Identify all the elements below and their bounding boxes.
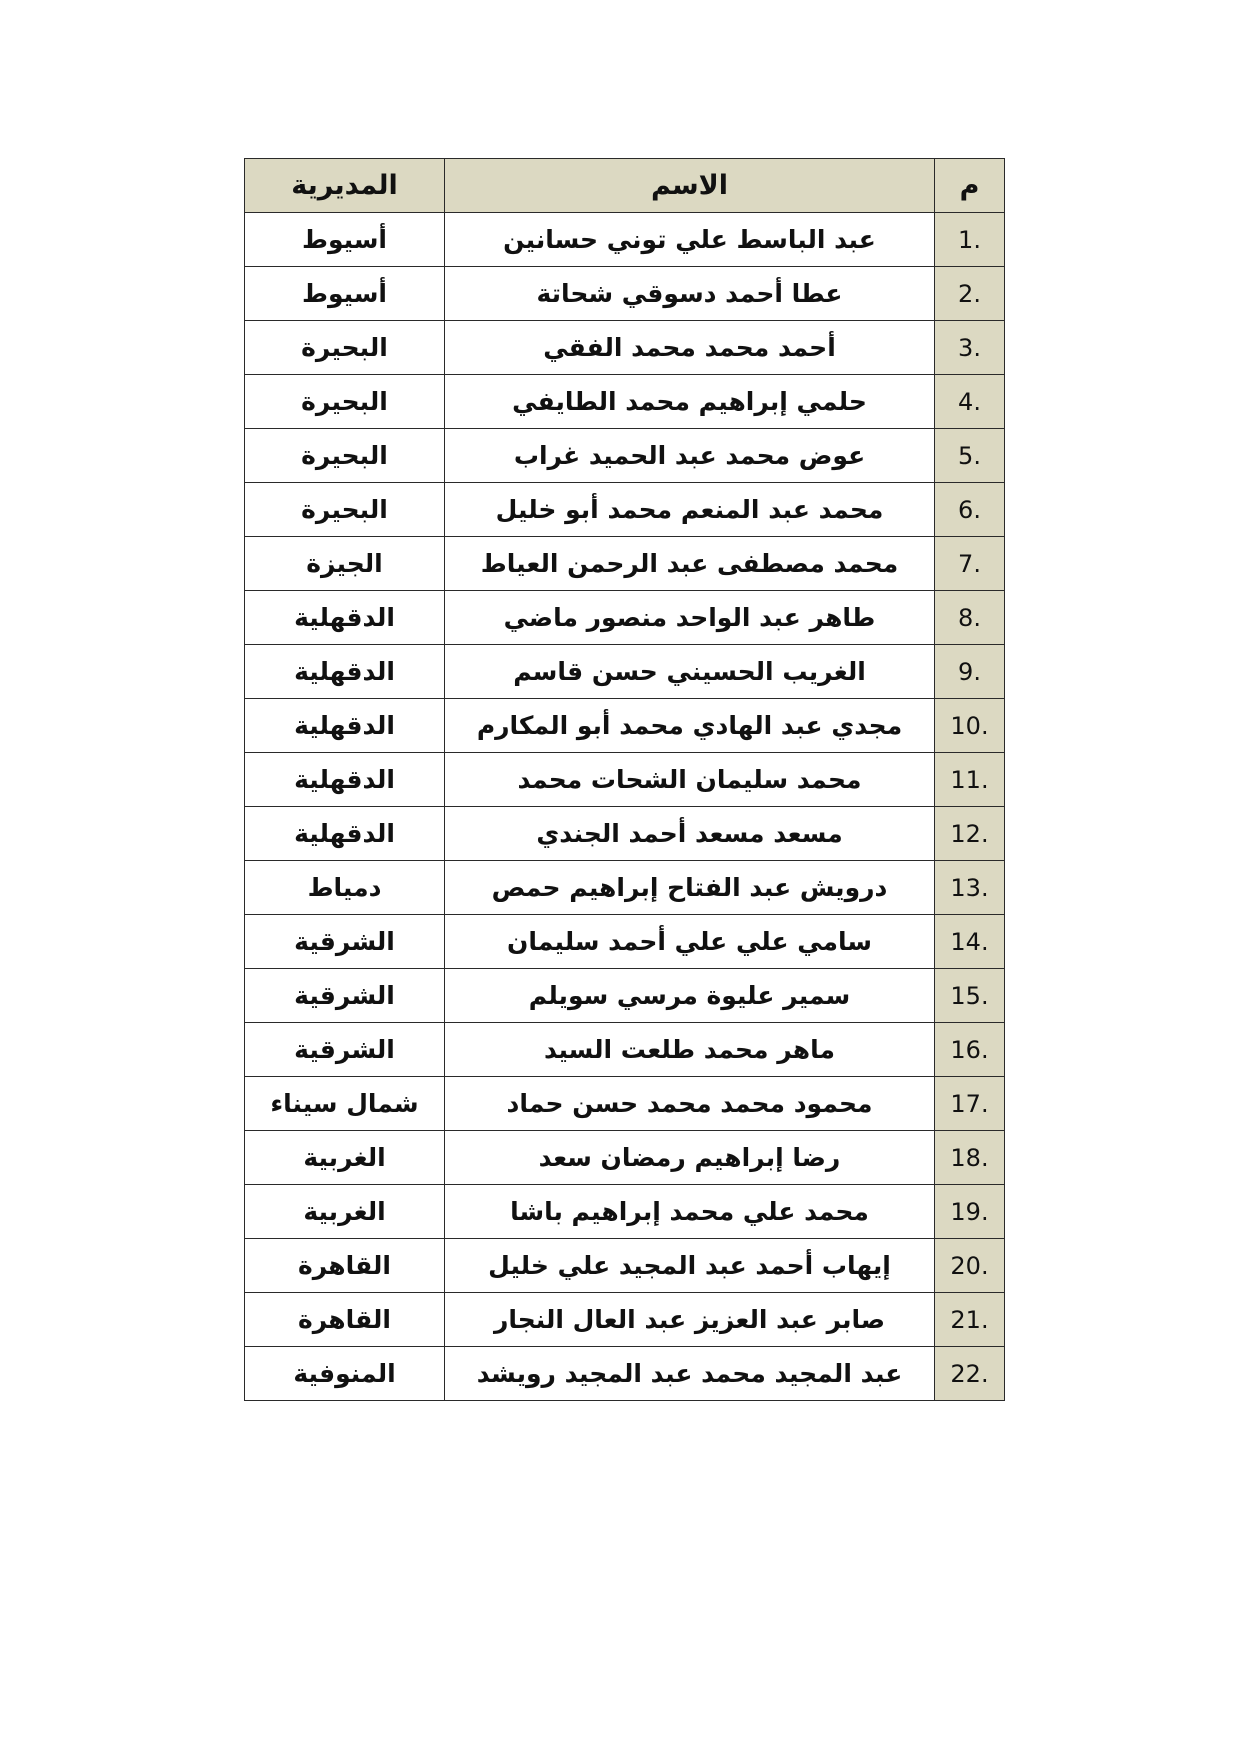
row-directorate: الدقهلية bbox=[245, 699, 445, 753]
header-num: م bbox=[935, 159, 1005, 213]
row-name: عطا أحمد دسوقي شحاتة bbox=[445, 267, 935, 321]
row-name: محمد علي محمد إبراهيم باشا bbox=[445, 1185, 935, 1239]
header-row bbox=[245, 159, 1005, 213]
table-row bbox=[245, 645, 1005, 699]
row-number: 16. bbox=[935, 1023, 1005, 1077]
row-name: رضا إبراهيم رمضان سعد bbox=[445, 1131, 935, 1185]
row-number: 14. bbox=[935, 915, 1005, 969]
row-directorate: الشرقية bbox=[245, 1023, 445, 1077]
table-header bbox=[245, 159, 1005, 213]
table-row bbox=[245, 807, 1005, 861]
table-row bbox=[245, 1293, 1005, 1347]
row-name: عوض محمد عبد الحميد غراب bbox=[445, 429, 935, 483]
row-directorate: الشرقية bbox=[245, 969, 445, 1023]
row-number: 22. bbox=[935, 1347, 1005, 1401]
row-directorate: القاهرة bbox=[245, 1239, 445, 1293]
table-row bbox=[245, 429, 1005, 483]
table-row bbox=[245, 1347, 1005, 1401]
table-row bbox=[245, 213, 1005, 267]
row-name: سمير عليوة مرسي سويلم bbox=[445, 969, 935, 1023]
row-directorate: الدقهلية bbox=[245, 645, 445, 699]
names-table bbox=[244, 158, 1005, 1401]
header-name: الاسم bbox=[445, 159, 935, 213]
table-row bbox=[245, 1239, 1005, 1293]
row-name: محمود محمد محمد حسن حماد bbox=[445, 1077, 935, 1131]
row-number: 3. bbox=[935, 321, 1005, 375]
row-number: 8. bbox=[935, 591, 1005, 645]
table-row bbox=[245, 1131, 1005, 1185]
row-number: 1. bbox=[935, 213, 1005, 267]
row-directorate: البحيرة bbox=[245, 321, 445, 375]
row-number: 10. bbox=[935, 699, 1005, 753]
table-row bbox=[245, 537, 1005, 591]
row-number: 9. bbox=[935, 645, 1005, 699]
row-name: محمد سليمان الشحات محمد bbox=[445, 753, 935, 807]
row-name: حلمي إبراهيم محمد الطايفي bbox=[445, 375, 935, 429]
row-directorate: المنوفية bbox=[245, 1347, 445, 1401]
row-directorate: البحيرة bbox=[245, 483, 445, 537]
row-directorate: أسيوط bbox=[245, 213, 445, 267]
table-row bbox=[245, 915, 1005, 969]
table-row bbox=[245, 1077, 1005, 1131]
row-number: 13. bbox=[935, 861, 1005, 915]
row-number: 6. bbox=[935, 483, 1005, 537]
row-directorate: الشرقية bbox=[245, 915, 445, 969]
row-name: صابر عبد العزيز عبد العال النجار bbox=[445, 1293, 935, 1347]
row-name: عبد الباسط علي توني حسانين bbox=[445, 213, 935, 267]
row-name: مسعد مسعد أحمد الجندي bbox=[445, 807, 935, 861]
table-row bbox=[245, 321, 1005, 375]
table-row bbox=[245, 753, 1005, 807]
table-row bbox=[245, 1023, 1005, 1077]
table-row bbox=[245, 699, 1005, 753]
row-directorate: القاهرة bbox=[245, 1293, 445, 1347]
row-name: عبد المجيد محمد عبد المجيد رويشد bbox=[445, 1347, 935, 1401]
row-number: 17. bbox=[935, 1077, 1005, 1131]
row-number: 2. bbox=[935, 267, 1005, 321]
row-number: 19. bbox=[935, 1185, 1005, 1239]
row-name: محمد عبد المنعم محمد أبو خليل bbox=[445, 483, 935, 537]
table-row bbox=[245, 591, 1005, 645]
row-name: محمد مصطفى عبد الرحمن العياط bbox=[445, 537, 935, 591]
table-body bbox=[245, 213, 1005, 1401]
row-name: الغريب الحسيني حسن قاسم bbox=[445, 645, 935, 699]
table-row bbox=[245, 1185, 1005, 1239]
row-directorate: الجيزة bbox=[245, 537, 445, 591]
row-name: سامي علي علي أحمد سليمان bbox=[445, 915, 935, 969]
table-row bbox=[245, 861, 1005, 915]
row-number: 18. bbox=[935, 1131, 1005, 1185]
row-directorate: الدقهلية bbox=[245, 591, 445, 645]
row-name: مجدي عبد الهادي محمد أبو المكارم bbox=[445, 699, 935, 753]
row-number: 4. bbox=[935, 375, 1005, 429]
header-directorate: المديرية bbox=[245, 159, 445, 213]
row-directorate: البحيرة bbox=[245, 429, 445, 483]
row-number: 20. bbox=[935, 1239, 1005, 1293]
row-directorate: شمال سيناء bbox=[245, 1077, 445, 1131]
row-directorate: دمياط bbox=[245, 861, 445, 915]
table-row bbox=[245, 483, 1005, 537]
row-name: إيهاب أحمد عبد المجيد علي خليل bbox=[445, 1239, 935, 1293]
table-row bbox=[245, 375, 1005, 429]
row-number: 5. bbox=[935, 429, 1005, 483]
row-directorate: أسيوط bbox=[245, 267, 445, 321]
row-name: درويش عبد الفتاح إبراهيم حمص bbox=[445, 861, 935, 915]
row-number: 12. bbox=[935, 807, 1005, 861]
row-directorate: الغربية bbox=[245, 1131, 445, 1185]
row-name: ماهر محمد طلعت السيد bbox=[445, 1023, 935, 1077]
row-directorate: الدقهلية bbox=[245, 807, 445, 861]
row-directorate: البحيرة bbox=[245, 375, 445, 429]
row-number: 11. bbox=[935, 753, 1005, 807]
row-name: طاهر عبد الواحد منصور ماضي bbox=[445, 591, 935, 645]
row-name: أحمد محمد محمد الفقي bbox=[445, 321, 935, 375]
row-number: 7. bbox=[935, 537, 1005, 591]
row-number: 15. bbox=[935, 969, 1005, 1023]
row-number: 21. bbox=[935, 1293, 1005, 1347]
table-row bbox=[245, 969, 1005, 1023]
row-directorate: الدقهلية bbox=[245, 753, 445, 807]
row-directorate: الغربية bbox=[245, 1185, 445, 1239]
table-row bbox=[245, 267, 1005, 321]
